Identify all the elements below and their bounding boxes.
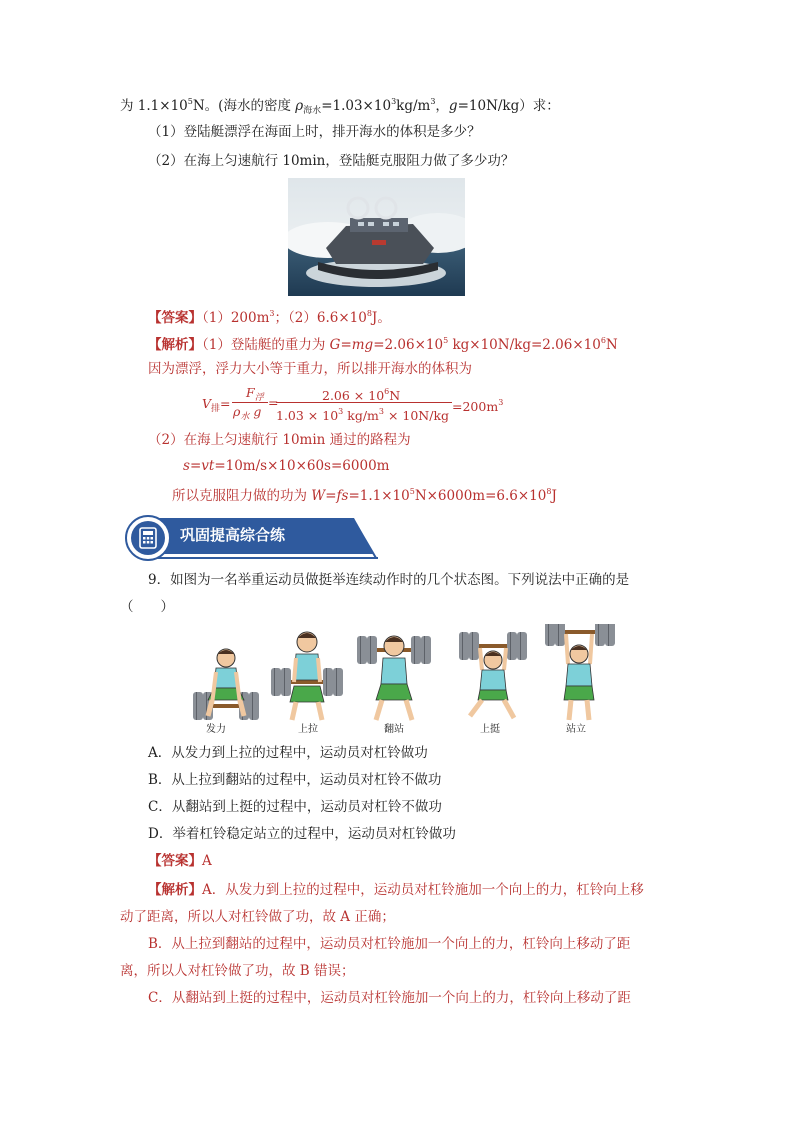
option-d: D．举着杠铃稳定站立的过程中，运动员对杠铃做功 — [148, 826, 456, 842]
analysis-9-line-1: 【解析】A．从发力到上拉的过程中，运动员对杠铃施加一个向上的力，杠铃向上移 — [148, 882, 644, 898]
question-9-stem: 9．如图为一名举重运动员做挺举连续动作时的几个状态图。下列说法中正确的是 — [148, 572, 630, 588]
work-equation: 所以克服阻力做的功为 $W=fs=1.1\times 10^5N\times 6000m=6.6\times 10^8J$ — [172, 487, 557, 504]
caption-5: 站立 — [566, 724, 586, 735]
analysis-9-line-5: C．从翻站到上挺的过程中，运动员对杠铃施加一个向上的力，杠铃向上移动了距 — [148, 990, 631, 1006]
question-1: （1）登陆艇漂浮在海面上时，排开海水的体积是多少？ — [148, 124, 481, 140]
option-a: A．从发力到上拉的过程中，运动员对杠铃做功 — [148, 745, 428, 761]
weightlifter-figure — [188, 624, 620, 742]
answer-9: 【答案】A — [148, 853, 212, 869]
analysis-9-line-3: B．从上拉到翻站的过程中，运动员对杠铃施加一个向上的力，杠铃向上移动了距 — [148, 936, 631, 952]
calculator-icon — [139, 527, 157, 549]
hovercraft-photo — [288, 178, 465, 296]
caption-4: 上挺 — [480, 724, 500, 735]
intro-line: 为 $1.1\times 10^5N$。(海水的密度 $\rho_{海水}=1.03\times 10^3kg/m^3$，g=10N/kg）求： — [120, 97, 560, 116]
section-banner — [124, 514, 384, 564]
caption-2: 上拉 — [298, 724, 318, 735]
distance-equation: s=vt=10m/s×10×60s=6000m — [183, 458, 390, 474]
analysis-9-line-2: 动了距离，所以人对杠铃做了功，故 A 正确； — [120, 909, 395, 925]
banner-title: 巩固提高综合练 — [180, 526, 286, 544]
analysis-1: 【解析】（1）登陆艇的重力为 $G=mg=2.06\times 10^5$ $kg\times 10N/kg=2.06\times 10^6N$ — [148, 336, 618, 353]
answer-1: 【答案】$(1)200m^3$；$(2)6.6\times 10^8J$。 — [148, 309, 391, 326]
question-2-analysis: （2）在海上匀速航行 10min 通过的路程为 — [148, 432, 411, 448]
question-2: （2）在海上匀速航行 10min，登陆艇克服阻力做了多少功？ — [148, 153, 515, 169]
caption-1: 发力 — [206, 724, 226, 735]
caption-3: 翻站 — [384, 724, 404, 735]
option-b: B．从上拉到翻站的过程中，运动员对杠铃不做功 — [148, 772, 442, 788]
analysis-9-line-4: 离，所以人对杠铃做了功，故 B 错误； — [120, 963, 355, 979]
option-c: C．从翻站到上挺的过程中，运动员对杠铃不做功 — [148, 799, 442, 815]
question-9-bracket: （ ） — [120, 599, 174, 615]
float-statement: 因为漂浮，浮力大小等于重力，所以排开海水的体积为 — [148, 361, 472, 377]
